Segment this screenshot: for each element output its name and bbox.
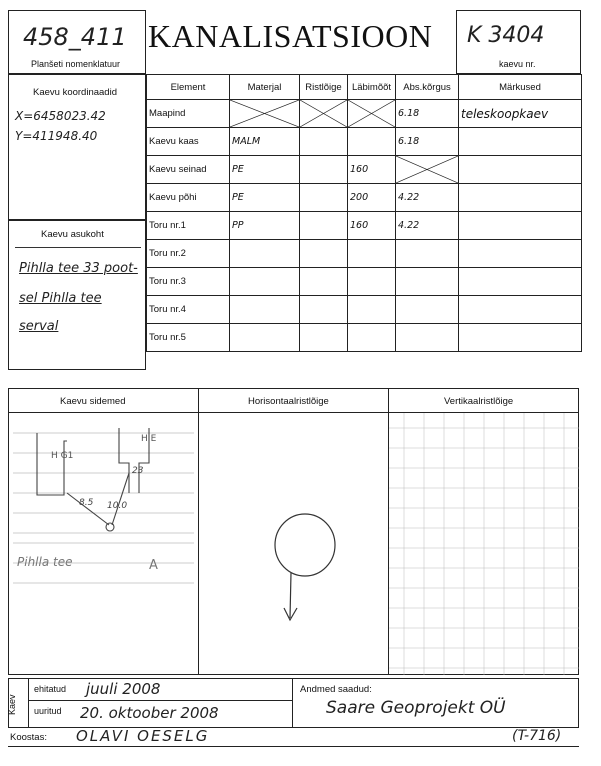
coordinates-label: Kaevu koordinaadid bbox=[33, 87, 117, 98]
row-notes bbox=[459, 212, 582, 240]
col-header-notes: Märkused bbox=[459, 75, 582, 100]
row-material: MALM bbox=[230, 128, 300, 156]
row-material: PP bbox=[230, 212, 300, 240]
location-line-1: Pihlla tee 33 poot- bbox=[19, 261, 138, 276]
row-material: PE bbox=[230, 184, 300, 212]
ties-letter: A bbox=[149, 558, 158, 573]
col-header-cross-section: Ristlõige bbox=[300, 75, 348, 100]
row-material bbox=[230, 296, 300, 324]
row-abs-height: 6.18 bbox=[396, 128, 459, 156]
location-line-3: serval bbox=[19, 319, 59, 334]
coord-y bbox=[15, 129, 97, 143]
data-source-label: Andmed saadud: bbox=[300, 684, 372, 695]
surveyed-label: uuritud bbox=[34, 706, 62, 716]
row-abs-height: 6.18 bbox=[396, 100, 459, 128]
table-row bbox=[147, 296, 582, 324]
ties-building1: H G1 bbox=[51, 451, 74, 461]
row-material bbox=[230, 324, 300, 352]
built-value: juuli 2008 bbox=[86, 680, 161, 698]
col-header-diameter: Läbimõõt bbox=[348, 75, 396, 100]
document-code: (T-716) bbox=[512, 728, 562, 744]
row-element: Toru nr.5 bbox=[147, 324, 230, 352]
compiled-by-label: Koostas: bbox=[10, 732, 47, 743]
row-notes bbox=[459, 240, 582, 268]
location-box bbox=[8, 220, 146, 370]
ties-dim3: 23 bbox=[132, 466, 144, 476]
vertical-section-grid bbox=[389, 413, 579, 675]
coordinates-box bbox=[8, 74, 146, 220]
coord-x-prefix: X= bbox=[15, 109, 34, 123]
row-diameter: 160 bbox=[348, 212, 396, 240]
row-element: Toru nr.1 bbox=[147, 212, 230, 240]
row-notes: teleskoopkaev bbox=[459, 100, 582, 128]
row-abs-height: 4.22 bbox=[396, 212, 459, 240]
col-header-element: Element bbox=[147, 75, 230, 100]
footer-side-divider bbox=[28, 678, 29, 728]
footer-side-label: Kaev bbox=[7, 694, 17, 715]
row-abs-height bbox=[396, 324, 459, 352]
footer-row-divider bbox=[28, 700, 292, 701]
table-row bbox=[147, 324, 582, 352]
coord-x-value: 6458023.42 bbox=[33, 109, 106, 123]
table-row bbox=[147, 268, 582, 296]
row-element: Kaevu seinad bbox=[147, 156, 230, 184]
row-material bbox=[230, 240, 300, 268]
row-diameter: 160 bbox=[348, 156, 396, 184]
location-label: Kaevu asukoht bbox=[41, 229, 104, 240]
ties-dim1: 8.5 bbox=[79, 498, 94, 508]
footer-mid-divider bbox=[292, 678, 293, 728]
surveyed-value: 20. oktoober 2008 bbox=[80, 704, 219, 722]
nomenclature-box bbox=[8, 10, 146, 74]
ties-building2: H E bbox=[141, 434, 157, 444]
row-diameter bbox=[348, 128, 396, 156]
crossed-cell bbox=[396, 156, 459, 184]
horizontal-section-sketch bbox=[199, 413, 388, 675]
col-header-material: Materjal bbox=[230, 75, 300, 100]
row-abs-height bbox=[396, 296, 459, 324]
ties-sketch bbox=[9, 413, 198, 675]
table-header-row bbox=[147, 75, 582, 100]
row-diameter bbox=[348, 324, 396, 352]
row-element: Toru nr.3 bbox=[147, 268, 230, 296]
compiled-by-value: OLAVI OESELG bbox=[76, 727, 210, 745]
table-row bbox=[147, 100, 582, 128]
nomenclature-value: 458_411 bbox=[23, 23, 127, 51]
row-notes bbox=[459, 128, 582, 156]
ties-dim2: 10.0 bbox=[107, 501, 128, 511]
row-cross-section bbox=[300, 324, 348, 352]
element-table bbox=[146, 74, 582, 352]
coord-y-value: 411948.40 bbox=[32, 129, 98, 143]
row-diameter: 200 bbox=[348, 184, 396, 212]
location-rule bbox=[15, 247, 141, 248]
row-material bbox=[230, 268, 300, 296]
ties-street: Pihlla tee bbox=[17, 555, 73, 569]
row-notes bbox=[459, 268, 582, 296]
row-element: Kaevu põhi bbox=[147, 184, 230, 212]
row-notes bbox=[459, 296, 582, 324]
row-material: PE bbox=[230, 156, 300, 184]
row-abs-height bbox=[396, 268, 459, 296]
built-label: ehitatud bbox=[34, 684, 67, 694]
row-abs-height: 4.22 bbox=[396, 184, 459, 212]
row-notes bbox=[459, 184, 582, 212]
row-cross-section bbox=[300, 212, 348, 240]
row-diameter bbox=[348, 268, 396, 296]
table-row bbox=[147, 212, 582, 240]
row-element: Kaevu kaas bbox=[147, 128, 230, 156]
ties-label: Kaevu sidemed bbox=[60, 396, 126, 407]
coord-y-prefix: Y= bbox=[15, 129, 33, 143]
location-line-2: sel Pihlla tee bbox=[19, 291, 102, 306]
row-cross-section bbox=[300, 296, 348, 324]
row-notes bbox=[459, 324, 582, 352]
vertical-section-label: Vertikaalristlõige bbox=[444, 396, 514, 407]
table-row bbox=[147, 128, 582, 156]
row-cross-section bbox=[300, 184, 348, 212]
bottom-rule bbox=[8, 746, 579, 747]
row-element: Toru nr.2 bbox=[147, 240, 230, 268]
horizontal-section-label: Horisontaalristlõige bbox=[248, 396, 329, 407]
nomenclature-label: Planšeti nomenklatuur bbox=[31, 59, 121, 69]
col-header-abs-height: Abs.kõrgus bbox=[396, 75, 459, 100]
crossed-cell bbox=[300, 100, 348, 128]
data-source-value: Saare Geoprojekt OÜ bbox=[326, 698, 506, 718]
table-row bbox=[147, 184, 582, 212]
coord-x bbox=[15, 109, 106, 123]
well-number-box bbox=[456, 10, 581, 74]
table-row bbox=[147, 156, 582, 184]
row-diameter bbox=[348, 296, 396, 324]
table-row bbox=[147, 240, 582, 268]
row-notes bbox=[459, 156, 582, 184]
row-cross-section bbox=[300, 240, 348, 268]
crossed-cell bbox=[348, 100, 396, 128]
row-cross-section bbox=[300, 268, 348, 296]
row-diameter bbox=[348, 240, 396, 268]
row-abs-height bbox=[396, 240, 459, 268]
well-number-value: K 3404 bbox=[467, 23, 545, 48]
row-cross-section bbox=[300, 128, 348, 156]
row-element: Toru nr.4 bbox=[147, 296, 230, 324]
row-cross-section bbox=[300, 156, 348, 184]
row-element: Maapind bbox=[147, 100, 230, 128]
page-title: KANALISATSIOON bbox=[148, 18, 433, 54]
crossed-cell bbox=[230, 100, 300, 128]
well-number-label: kaevu nr. bbox=[499, 59, 536, 69]
